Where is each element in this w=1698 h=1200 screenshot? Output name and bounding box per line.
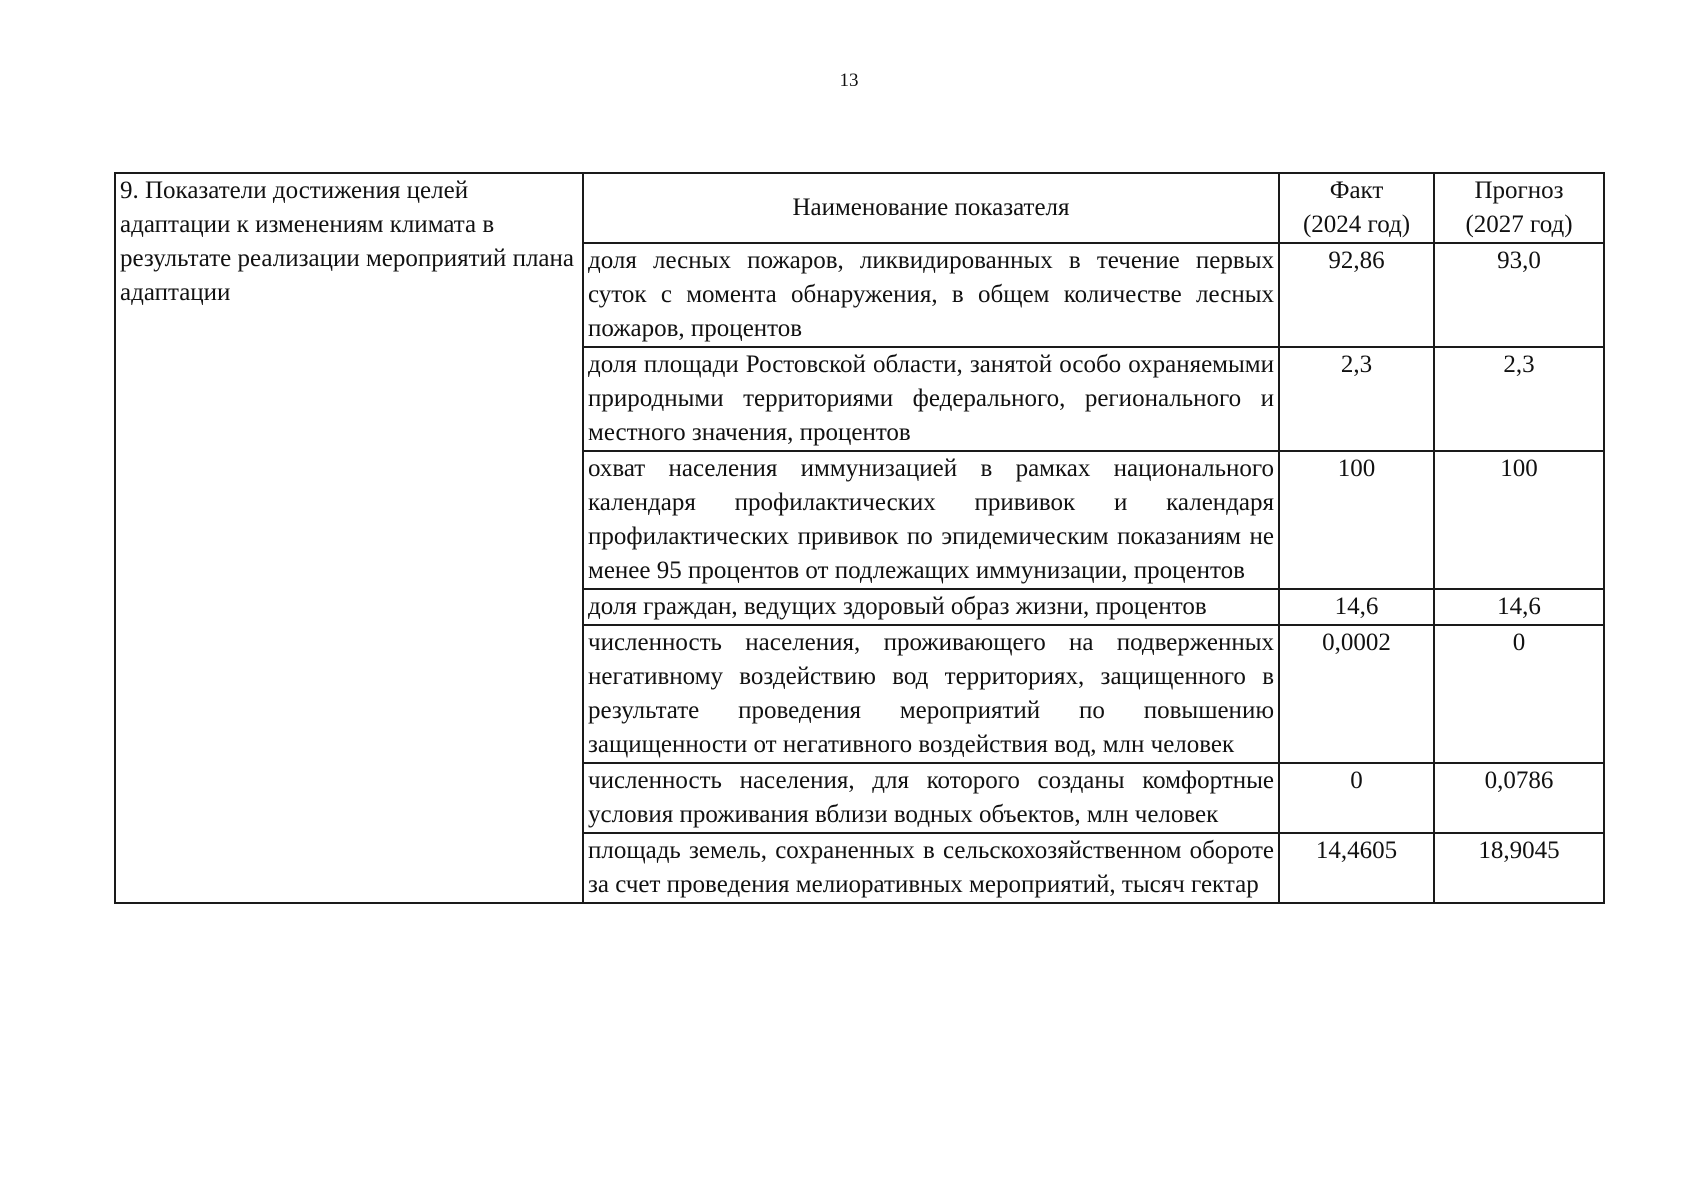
indicator-forecast: 100 [1434, 451, 1604, 589]
indicator-forecast: 0,0786 [1434, 763, 1604, 833]
indicator-name: охват населения иммунизацией в рамках национального календаря профилактических прививок и календаря профилактических прививок по эпидемическим показаниям не менее 95 процентов от подлежащих иммунизации, процентов [583, 451, 1279, 589]
indicator-name: численность населения, для которого созданы комфортные условия проживания вблизи водных объектов, млн человек [583, 763, 1279, 833]
indicator-forecast: 93,0 [1434, 243, 1604, 347]
indicator-fact: 92,86 [1279, 243, 1434, 347]
section-label: 9. Показатели достижения целей адаптации к изменениям климата в результате реализации мероприятий плана адаптации [120, 177, 574, 306]
header-forecast-title: Прогноз [1474, 177, 1564, 204]
indicator-fact: 14,6 [1279, 589, 1434, 625]
header-forecast-year: (2027 год) [1465, 211, 1573, 238]
indicator-fact: 2,3 [1279, 347, 1434, 451]
indicator-forecast: 14,6 [1434, 589, 1604, 625]
page-number: 13 [839, 70, 859, 91]
header-fact-title: Факт [1329, 177, 1384, 204]
header-name: Наименование показателя [792, 194, 1070, 221]
indicator-name: доля лесных пожаров, ликвидированных в течение первых суток с момента обнаружения, в общем количестве лесных пожаров, процентов [583, 243, 1279, 347]
header-forecast-cell [1434, 173, 1604, 243]
indicator-fact: 100 [1279, 451, 1434, 589]
indicators-table [114, 172, 1605, 904]
indicator-forecast: 0 [1434, 625, 1604, 763]
indicator-name: численность населения, проживающего на подверженных негативному воздействию вод территориях, защищенного в результате проведения мероприятий по повышению защищенности от негативного воздействия вод, млн человек [583, 625, 1279, 763]
header-fact-year: (2024 год) [1302, 211, 1411, 238]
indicator-fact: 14,4605 [1279, 833, 1434, 903]
indicator-fact: 0 [1279, 763, 1434, 833]
indicator-name: доля площади Ростовской области, занятой особо охраняемыми природными территориями федерального, регионального и местного значения, процентов [583, 347, 1279, 451]
table-header-row [115, 173, 1604, 243]
indicator-forecast: 18,9045 [1434, 833, 1604, 903]
indicator-name: площадь земель, сохраненных в сельскохозяйственном обороте за счет проведения мелиоративных мероприятий, тысяч гектар [583, 833, 1279, 903]
indicator-fact: 0,0002 [1279, 625, 1434, 763]
section-label-cell [115, 173, 583, 903]
header-fact-cell [1279, 173, 1434, 243]
indicator-forecast: 2,3 [1434, 347, 1604, 451]
indicator-name: доля граждан, ведущих здоровый образ жизни, процентов [583, 589, 1279, 625]
header-name-cell [583, 173, 1279, 243]
